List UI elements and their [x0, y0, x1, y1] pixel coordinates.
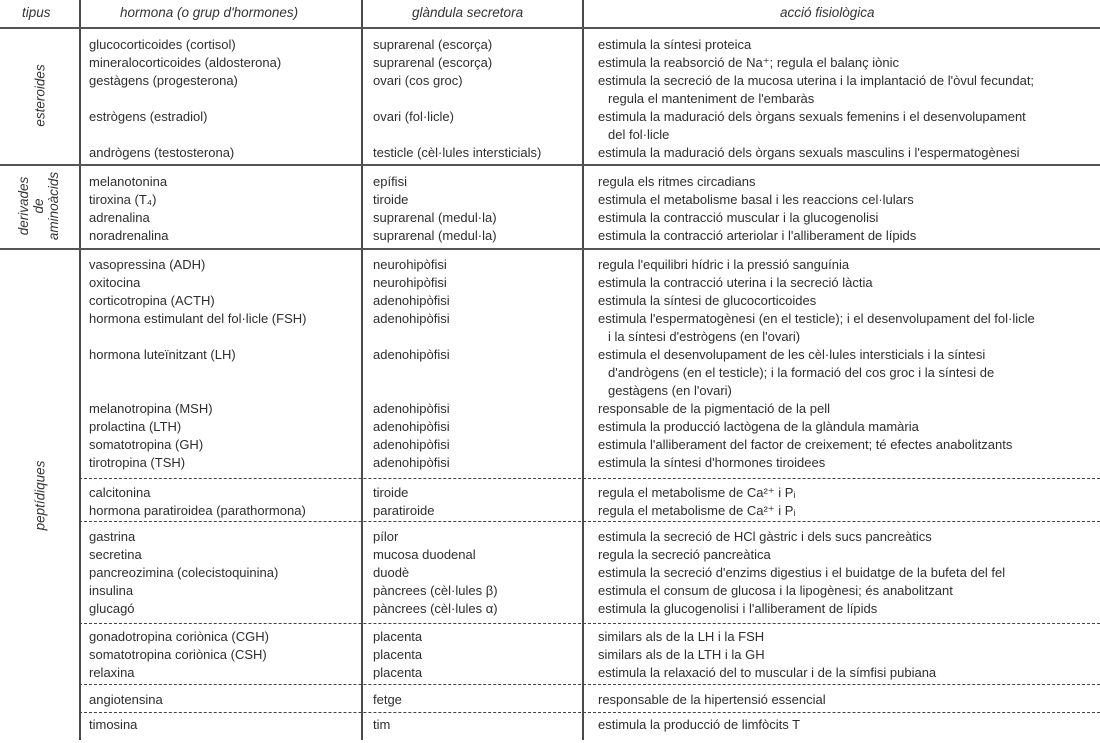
cell-glandula: testicle (cèl·lules intersticials): [373, 145, 542, 160]
cell-glandula: suprarenal (medul·la): [373, 210, 497, 225]
cell-glandula: adenohipòfisi: [373, 437, 450, 452]
cell-hormona: pancreozimina (colecistoquinina): [89, 565, 279, 580]
cell-hormona: hormona paratiroidea (parathormona): [89, 503, 306, 518]
cell-hormona: insulina: [89, 583, 134, 598]
cell-accio: estimula la relaxació del to muscular i de la símfisi pubiana: [598, 665, 937, 680]
cell-hormona: glucocorticoides (cortisol): [89, 37, 236, 52]
cell-glandula: pílor: [373, 529, 399, 544]
cell-accio: regula el metabolisme de Ca²⁺ i Pᵢ: [598, 485, 796, 500]
cell-glandula: pàncrees (cèl·lules β): [373, 583, 498, 598]
cell-hormona: melanotropina (MSH): [89, 401, 213, 416]
cell-accio: regula el manteniment de l'embaràs: [608, 91, 815, 106]
cell-glandula: suprarenal (medul·la): [373, 228, 497, 243]
cell-accio: i la síntesi d'estrògens (en l'ovari): [608, 329, 801, 344]
cell-accio: estimula el consum de glucosa i la lipogènesi; és anabolitzant: [598, 583, 953, 598]
cell-hormona: hormona luteïnitzant (LH): [89, 347, 236, 362]
cell-accio: similars als de la LTH i la GH: [598, 647, 765, 662]
cell-hormona: tirotropina (TSH): [89, 455, 186, 470]
cell-hormona: secretina: [89, 547, 142, 562]
cell-glandula: adenohipòfisi: [373, 455, 450, 470]
dashed-divider: [79, 521, 1100, 522]
dashed-divider: [79, 623, 1100, 624]
cell-hormona: noradrenalina: [89, 228, 169, 243]
cell-hormona: prolactina (LTH): [89, 419, 182, 434]
cell-glandula: placenta: [373, 665, 423, 680]
cell-glandula: adenohipòfisi: [373, 347, 450, 362]
group-label-derivades-line3: aminoàcids: [46, 171, 61, 241]
cell-hormona: mineralocorticoides (aldosterona): [89, 55, 282, 70]
cell-accio: estimula el metabolisme basal i les reaccions cel·lulars: [598, 192, 914, 207]
cell-hormona: gestàgens (progesterona): [89, 73, 238, 88]
header-tipus: tipus: [22, 5, 51, 20]
group-label-derivades-line1: derivades: [16, 176, 31, 236]
cell-glandula: suprarenal (escorça): [373, 55, 493, 70]
header-hormona: hormona (o grup d'hormones): [120, 5, 299, 20]
dashed-divider: [79, 712, 1100, 713]
cell-accio: responsable de la hipertensió essencial: [598, 692, 826, 707]
group-label-derivades-line2: de: [31, 198, 46, 214]
cell-accio: estimula la contracció uterina i la secreció làctia: [598, 275, 873, 290]
cell-accio: estimula la maduració dels òrgans sexuals femenins i el desenvolupament: [598, 109, 1026, 124]
cell-glandula: pàncrees (cèl·lules α): [373, 601, 498, 616]
cell-accio: regula la secreció pancreàtica: [598, 547, 771, 562]
cell-glandula: tiroide: [373, 485, 409, 500]
cell-glandula: ovari (fol·licle): [373, 109, 454, 124]
header-glandula: glàndula secretora: [412, 5, 524, 20]
header-accio: acció fisiològica: [780, 5, 875, 20]
cell-hormona: oxitocina: [89, 275, 141, 290]
cell-accio: estimula la síntesi de glucocorticoides: [598, 293, 817, 308]
cell-hormona: adrenalina: [89, 210, 150, 225]
cell-glandula: ovari (cos groc): [373, 73, 463, 88]
cell-accio: estimula la contracció arteriolar i l'alliberament de lípids: [598, 228, 917, 243]
column-divider-3: [582, 0, 584, 740]
cell-glandula: duodè: [373, 565, 410, 580]
cell-hormona: gastrina: [89, 529, 136, 544]
cell-hormona: vasopressina (ADH): [89, 257, 206, 272]
cell-glandula: adenohipòfisi: [373, 401, 450, 416]
cell-glandula: placenta: [373, 629, 423, 644]
cell-accio: similars als de la LH i la FSH: [598, 629, 765, 644]
cell-accio: responsable de la pigmentació de la pell: [598, 401, 830, 416]
cell-hormona: melanotonina: [89, 174, 168, 189]
cell-accio: estimula l'espermatogènesi (en el testicle); i el desenvolupament del fol·licle: [598, 311, 1035, 326]
cell-accio: regula el metabolisme de Ca²⁺ i Pᵢ: [598, 503, 796, 518]
cell-hormona: glucagó: [89, 601, 135, 616]
cell-glandula: mucosa duodenal: [373, 547, 476, 562]
cell-accio: estimula la síntesi d'hormones tiroidees: [598, 455, 826, 470]
cell-accio: d'andrògens (en el testicle); i la formació del cos groc i la síntesi de: [608, 365, 995, 380]
cell-accio: regula l'equilibri hídric i la pressió sanguínia: [598, 257, 850, 272]
cell-accio: estimula la producció lactògena de la glàndula mamària: [598, 419, 919, 434]
cell-hormona: somatotropina coriònica (CSH): [89, 647, 267, 662]
cell-glandula: suprarenal (escorça): [373, 37, 493, 52]
header-divider: [0, 27, 1100, 29]
cell-glandula: epífisi: [373, 174, 407, 189]
dashed-divider: [79, 478, 1100, 479]
cell-glandula: placenta: [373, 647, 423, 662]
cell-accio: estimula la maduració dels òrgans sexuals masculins i l'espermatogènesi: [598, 145, 1020, 160]
cell-accio: estimula la secreció de la mucosa uterina i la implantació de l'òvul fecundat;: [598, 73, 1035, 88]
cell-accio: estimula la reabsorció de Na⁺; regula el balanç iònic: [598, 55, 899, 70]
cell-hormona: timosina: [89, 717, 138, 732]
cell-accio: del fol·licle: [608, 127, 670, 142]
cell-accio: estimula la secreció d'enzims digestius i el buidatge de la bufeta del fel: [598, 565, 1006, 580]
cell-accio: estimula la síntesi proteica: [598, 37, 752, 52]
cell-accio: estimula la glucogenolisi i l'alliberament de lípids: [598, 601, 878, 616]
cell-glandula: fetge: [373, 692, 402, 707]
cell-hormona: estrògens (estradiol): [89, 109, 208, 124]
cell-accio: regula els ritmes circadians: [598, 174, 756, 189]
cell-glandula: paratiroide: [373, 503, 435, 518]
cell-glandula: adenohipòfisi: [373, 293, 450, 308]
group-label-esteroides: esteroides: [32, 64, 48, 127]
cell-glandula: adenohipòfisi: [373, 419, 450, 434]
group-label-derivades: [16, 164, 64, 248]
cell-glandula: neurohipòfisi: [373, 275, 447, 290]
cell-accio: estimula la secreció de HCl gàstric i dels sucs pancreàtics: [598, 529, 932, 544]
cell-glandula: tiroide: [373, 192, 409, 207]
cell-hormona: andrògens (testosterona): [89, 145, 235, 160]
cell-hormona: tiroxina (T₄): [89, 192, 157, 207]
dashed-divider: [79, 684, 1100, 685]
cell-accio: estimula el desenvolupament de les cèl·lules intersticials i la síntesi: [598, 347, 986, 362]
cell-hormona: angiotensina: [89, 692, 163, 707]
cell-hormona: hormona estimulant del fol·licle (FSH): [89, 311, 307, 326]
column-divider-2: [361, 0, 363, 740]
cell-accio: estimula la contracció muscular i la glucogenolisi: [598, 210, 879, 225]
cell-glandula: neurohipòfisi: [373, 257, 447, 272]
cell-accio: gestàgens (en l'ovari): [608, 383, 732, 398]
column-divider-1: [79, 0, 81, 740]
group-label-peptidiques: peptídiques: [32, 460, 48, 531]
group-divider-esteroides: [0, 164, 1100, 166]
cell-glandula: tim: [373, 717, 391, 732]
cell-hormona: gonadotropina coriònica (CGH): [89, 629, 269, 644]
cell-accio: estimula la producció de limfòcits T: [598, 717, 801, 732]
cell-glandula: adenohipòfisi: [373, 311, 450, 326]
cell-hormona: relaxina: [89, 665, 135, 680]
cell-hormona: somatotropina (GH): [89, 437, 204, 452]
cell-accio: estimula l'alliberament del factor de creixement; té efectes anabolitzants: [598, 437, 1013, 452]
cell-hormona: calcitonina: [89, 485, 151, 500]
group-divider-derivades: [0, 248, 1100, 250]
cell-hormona: corticotropina (ACTH): [89, 293, 215, 308]
